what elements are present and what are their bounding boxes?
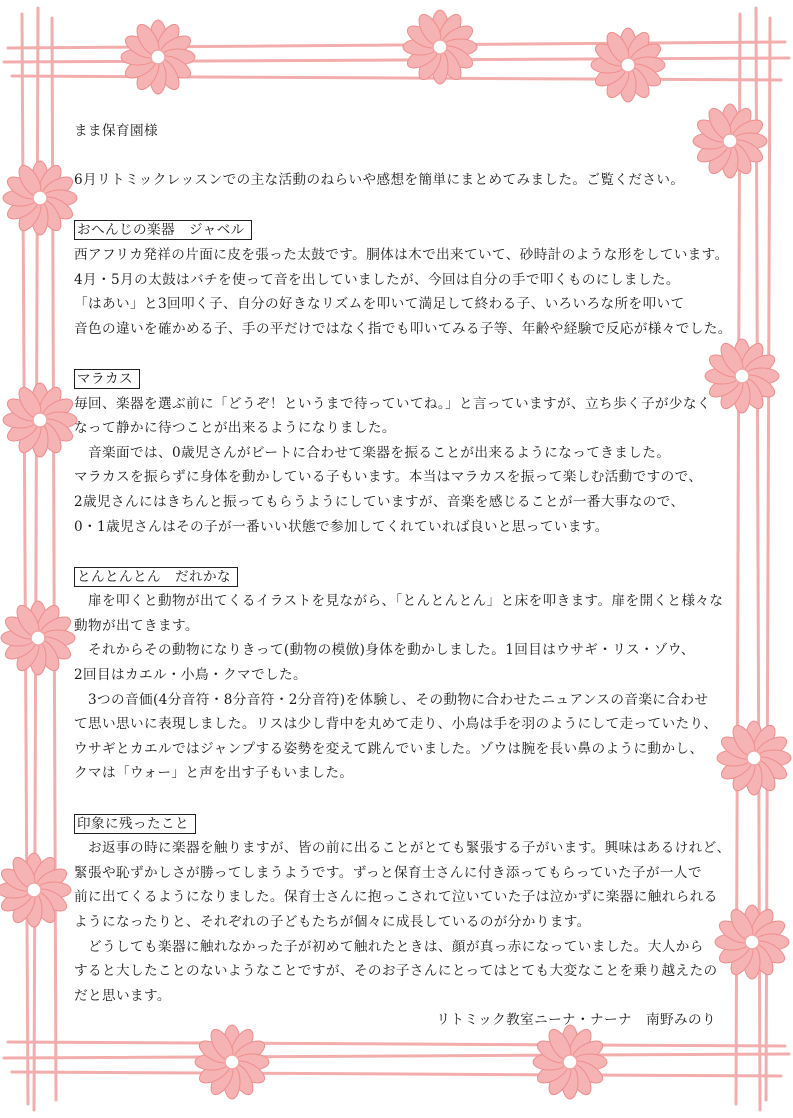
text-line: 「はあい」と3回叩く子、自分の好きなリズムを叩いて満足して終わる子、いろいろな所を叩いて bbox=[74, 296, 685, 313]
text-line: 前に出てくるようになりました。保育士さんに抱っこされて泣いていた子は泣かずに楽器に触れられる bbox=[74, 889, 718, 906]
text-line: だと思います。 bbox=[74, 987, 171, 1004]
text-line: なって静かに待つことが出来るようになりました。 bbox=[74, 420, 396, 437]
text-line: て思い思いに表現しました。リスは少し背中を丸めて走り、小鳥は手を羽のようにして走っていたり、 bbox=[74, 716, 718, 733]
text-line: 3つの音価(4分音符・8分音符・2分音符)を体験し、その動物に合わせたニュアンスの音楽に合わせ bbox=[74, 691, 709, 708]
text-line: 音色の違いを確かめる子、手の平だけではなく指でも叩いてみる子等、年齢や経験で反応が様々でした。 bbox=[74, 320, 732, 337]
section-heading: おへんじの楽器 ジャベル bbox=[74, 220, 252, 240]
text-line: 2回目はカエル・小鳥・クマでした。 bbox=[74, 667, 307, 684]
text-line: それからその動物になりきって(動物の模倣)身体を動かしました。1回目はウサギ・リス・ゾウ、 bbox=[74, 642, 695, 659]
section-maracas bbox=[74, 366, 724, 539]
signature: リトミック教室ニーナ・ナーナ 南野みのり bbox=[436, 1012, 716, 1029]
letter-body bbox=[74, 119, 732, 1033]
text-line: ウサギとカエルではジャンプする姿勢を変えて跳んでいました。ゾウは腕を長い鼻のように動かし、 bbox=[74, 740, 704, 757]
text-line: ようになったりと、それぞれの子どもたちが個々に成長しているのが分かります。 bbox=[74, 914, 591, 930]
text-line: 動物が出てきます。 bbox=[74, 617, 199, 634]
text-line: お返事の時に楽器を触りますが、皆の前に出ることがとても緊張する子がいます。興味はあるけれど、 bbox=[74, 840, 731, 857]
text-line: すると大したことのないようなことですが、そのお子さんにとってはとても大変なことを乗り越えたの bbox=[74, 963, 718, 980]
section-impressions bbox=[74, 811, 731, 1009]
section-tontonton bbox=[74, 564, 724, 786]
text-line: 0・1歳児さんはその子が一番いい状態で参加してくれていれば良いと思っています。 bbox=[74, 518, 609, 535]
text-line: マラカスを振らずに身体を動かしている子もいます。本当はマラカスを振って楽しむ活動ですので、 bbox=[74, 469, 703, 486]
greeting: まま保育園様 bbox=[74, 123, 158, 139]
text-line: 緊張や恥ずかしさが勝ってしまうようです。ずっと保育士さんに付き添ってもらっていた子が一人で bbox=[74, 864, 702, 881]
text-line: 音楽面では、0歳児さんがビートに合わせて楽器を振ることが出来るようになってきました。 bbox=[74, 444, 671, 461]
text-line: 4月・5月の太鼓はバチを使って音を出していましたが、今回は自分の手で叩くものにしました。 bbox=[74, 271, 680, 288]
section-heading: とんとんとん だれかな bbox=[74, 567, 238, 587]
text-line: 2歳児さんにはきちんと振ってもらうようにしていますが、音楽を感じることが一番大事なので、 bbox=[74, 493, 685, 510]
section-heading: マラカス bbox=[74, 369, 140, 389]
text-line: 西アフリカ発祥の片面に皮を張った太鼓です。胴体は木で出来ていて、砂時計のような形をしています。 bbox=[74, 246, 729, 263]
section-heading: 印象に残ったこと bbox=[74, 814, 196, 834]
intro-text: 6月リトミックレッスンでの主な活動のねらいや感想を簡単にまとめてみました。ご覧ください。 bbox=[74, 172, 685, 189]
text-line: どうしても楽器に触れなかった子が初めて触れたときは、顔が真っ赤になっていました。大人から bbox=[74, 938, 704, 955]
text-line: クマは「ウォー」と声を出す子もいました。 bbox=[74, 765, 354, 782]
text-line: 扉を叩くと動物が出てくるイラストを見ながら、「とんとんとん」と床を叩きます。扉を開くと様々な bbox=[74, 593, 724, 610]
section-djembe bbox=[74, 217, 732, 341]
text-line: 毎回、楽器を選ぶ前に「どうぞ！というまで待っていてね。」と言っていますが、立ち歩く子が少なく bbox=[74, 395, 711, 412]
